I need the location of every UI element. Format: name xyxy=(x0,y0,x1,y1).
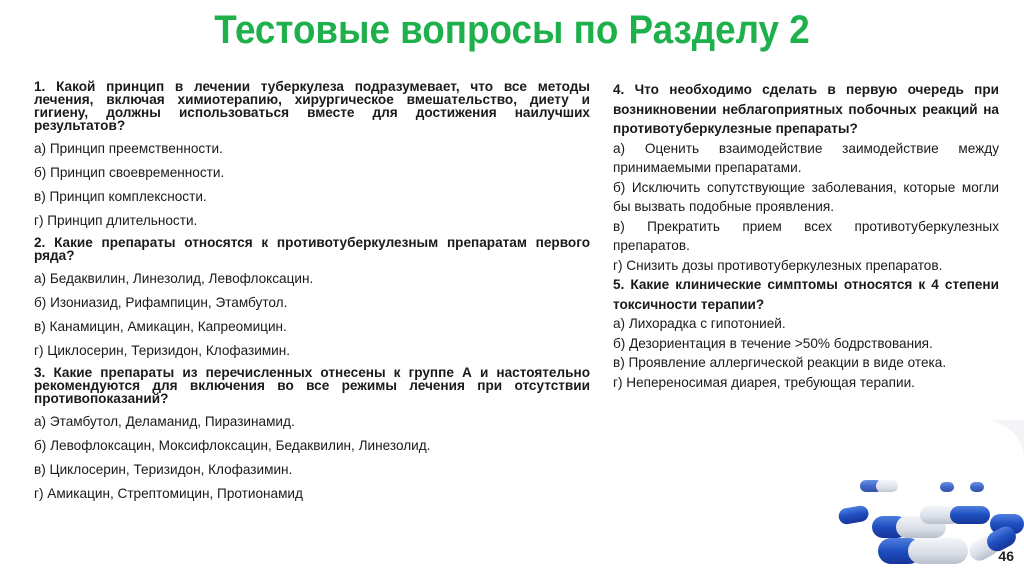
answer-option: а) Бедаквилин, Линезолид, Левофлоксацин. xyxy=(34,271,314,286)
answer-option: в) Проявление аллергической реакции в виде отека. xyxy=(613,355,947,370)
question-block-4 xyxy=(613,80,999,275)
question-block-3 xyxy=(34,366,590,502)
question-text: 1. Какой принцип в лечении туберкулеза подразумевает, что все методы лечения, включая химиотерапию, хирургическое вмешательство, диету и гигиену, должны использоваться вместе для достижения наилучших результатов? xyxy=(34,79,590,133)
answer-option: б) Исключить сопутствующие заболевания, которые могли бы вызвать подобные проявления. xyxy=(613,179,999,214)
answer-option: а) Оценить взаимодействие заимодействие между принимаемыми препаратами. xyxy=(613,140,999,175)
right-column xyxy=(613,80,999,392)
answer-option: г) Принцип длительности. xyxy=(34,213,198,228)
question-block-1 xyxy=(34,80,590,229)
answer-option: г) Непереносимая диарея, требующая терапии. xyxy=(613,374,915,390)
answer-option: г) Амикацин, Стрептомицин, Протионамид xyxy=(34,486,303,501)
answer-option: а) Принцип преемственности. xyxy=(34,141,223,156)
answer-option: в) Принцип комплексности. xyxy=(34,189,207,204)
left-column xyxy=(34,80,590,509)
answer-option: г) Снизить дозы противотуберкулезных препаратов. xyxy=(613,257,943,273)
slide-title: Тестовые вопросы по Разделу 2 xyxy=(214,8,810,52)
question-text: 5. Какие клинические симптомы относятся к 4 степени токсичности терапии? xyxy=(613,277,999,312)
answer-option: в) Циклосерин, Теризидон, Клофазимин. xyxy=(34,462,293,477)
answer-option: а) Этамбутол, Деламанид, Пиразинамид. xyxy=(34,414,295,429)
answer-option: б) Левофлоксацин, Моксифлоксацин, Бедаквилин, Линезолид. xyxy=(34,438,431,453)
question-block-2 xyxy=(34,236,590,359)
question-text: 2. Какие препараты относятся к противотуберкулезным препаратам первого ряда? xyxy=(34,235,590,263)
answer-option: г) Циклосерин, Теризидон, Клофазимин. xyxy=(34,343,291,358)
answer-option: б) Принцип своевременности. xyxy=(34,165,225,180)
answer-option: а) Лихорадка с гипотонией. xyxy=(613,316,786,331)
answer-option: в) Канамицин, Амикацин, Капреомицин. xyxy=(34,319,287,334)
question-block-5 xyxy=(613,275,999,392)
page-number: 46 xyxy=(998,548,1014,564)
answer-option: б) Дезориентация в течение >50% бодрствования. xyxy=(613,335,933,351)
pills-image xyxy=(820,420,1024,574)
question-text: 3. Какие препараты из перечисленных отнесены к группе А и настоятельно рекомендуются для включения во все режимы лечения при отсутствии противопоказаний? xyxy=(34,365,590,406)
question-text: 4. Что необходимо сделать в первую очередь при возникновении неблагоприятных побочных реакций на противотуберкулезные препараты? xyxy=(613,82,999,136)
answer-option: в) Прекратить прием всех противотуберкулезных препаратов. xyxy=(613,218,999,253)
answer-option: б) Изониазид, Рифампицин, Этамбутол. xyxy=(34,295,288,310)
